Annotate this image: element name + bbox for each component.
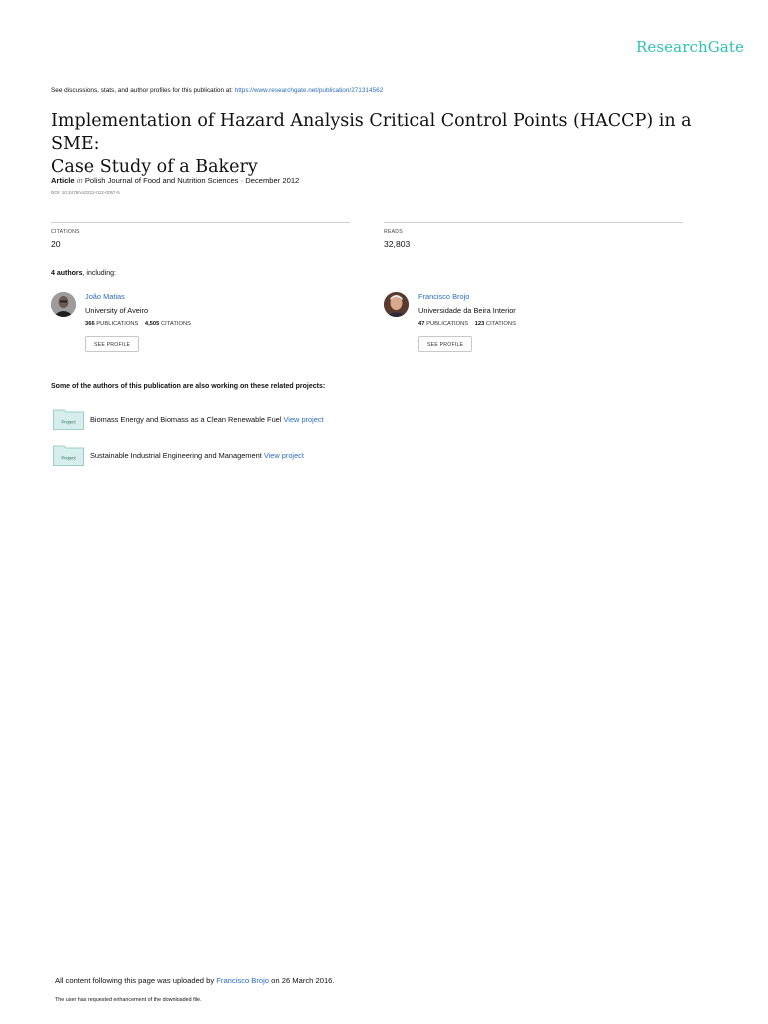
project-text	[90, 451, 304, 460]
project-item	[51, 444, 471, 470]
author-stats	[418, 321, 516, 327]
author-publications-count: 366	[85, 321, 95, 327]
authors-including: , including:	[82, 270, 116, 277]
view-project-link[interactable]: View project	[283, 415, 324, 424]
avatar[interactable]	[51, 292, 76, 317]
publication-url-link[interactable]: https://www.researchgate.net/publication/271314562	[234, 87, 384, 94]
paper-title-line-2: Case Study of a Bakery	[51, 157, 258, 177]
paper-title	[51, 110, 731, 179]
author-citations-label: CITATIONS	[160, 321, 192, 327]
author-citations-label: CITATIONS	[485, 321, 516, 327]
see-profile-button[interactable]: SEE PROFILE	[418, 336, 472, 352]
project-item	[51, 408, 471, 434]
citations-divider	[51, 222, 350, 223]
article-type: Article	[51, 176, 75, 185]
project-folder-icon	[53, 408, 84, 430]
see-discussions-line	[51, 87, 383, 94]
uploader-link[interactable]: Francisco Brojo	[216, 976, 270, 985]
author-citations-count: 123	[474, 321, 485, 327]
view-project-link[interactable]: View project	[263, 451, 304, 460]
reads-label: READS	[384, 229, 403, 235]
related-projects-heading: Some of the authors of this publication are also working on these related projects:	[51, 383, 326, 390]
citations-label: CITATIONS	[51, 229, 80, 235]
author-institution: University of Aveiro	[85, 306, 149, 315]
in-word: in	[76, 176, 83, 185]
author-publications-label: PUBLICATIONS	[426, 321, 469, 327]
author-citations-count: 4,505	[144, 321, 160, 327]
enhancement-note: The user has requested enhancement of the downloaded file.	[55, 997, 202, 1003]
project-title: Biomass Energy and Biomass as a Clean Renewable Fuel	[90, 415, 282, 424]
reads-divider	[384, 222, 683, 223]
reads-value: 32,803	[384, 239, 411, 249]
article-meta	[51, 176, 299, 185]
publication-date: · December 2012	[240, 176, 300, 185]
project-folder-label: Project	[61, 419, 76, 425]
project-title: Sustainable Industrial Engineering and Management	[90, 451, 262, 460]
upload-suffix: on 26 March 2016.	[271, 976, 335, 985]
upload-prefix: All content following this page was uploaded by	[55, 976, 215, 985]
author-publications-count: 47	[418, 321, 425, 327]
paper-title-line-1: Implementation of Hazard Analysis Critical Control Points (HACCP) in a SME:	[51, 111, 692, 154]
see-profile-button[interactable]: SEE PROFILE	[85, 336, 139, 352]
author-institution: Universidade da Beira Interior	[418, 306, 516, 315]
author-card	[51, 292, 351, 362]
citations-value: 20	[51, 239, 61, 249]
upload-info	[55, 976, 335, 985]
authors-count-line	[51, 270, 116, 277]
researchgate-logo[interactable]: ResearchGate	[636, 38, 744, 56]
project-folder-icon	[53, 444, 84, 466]
author-stats	[85, 321, 191, 327]
journal-name: Polish Journal of Food and Nutrition Sciences	[84, 176, 239, 185]
see-discussions-text: See discussions, stats, and author profiles for this publication at:	[51, 87, 233, 94]
author-card	[384, 292, 684, 362]
authors-count: 4 authors	[51, 270, 83, 277]
doi-line: DOI: 10.2478/v10222-012-0057-5	[51, 190, 120, 195]
author-publications-label: PUBLICATIONS	[96, 321, 139, 327]
author-name-link[interactable]: Francisco Brojo	[418, 292, 470, 301]
avatar[interactable]	[384, 292, 409, 317]
project-folder-label: Project	[61, 455, 76, 461]
project-text	[90, 415, 324, 424]
author-name-link[interactable]: João Matias	[85, 292, 125, 301]
